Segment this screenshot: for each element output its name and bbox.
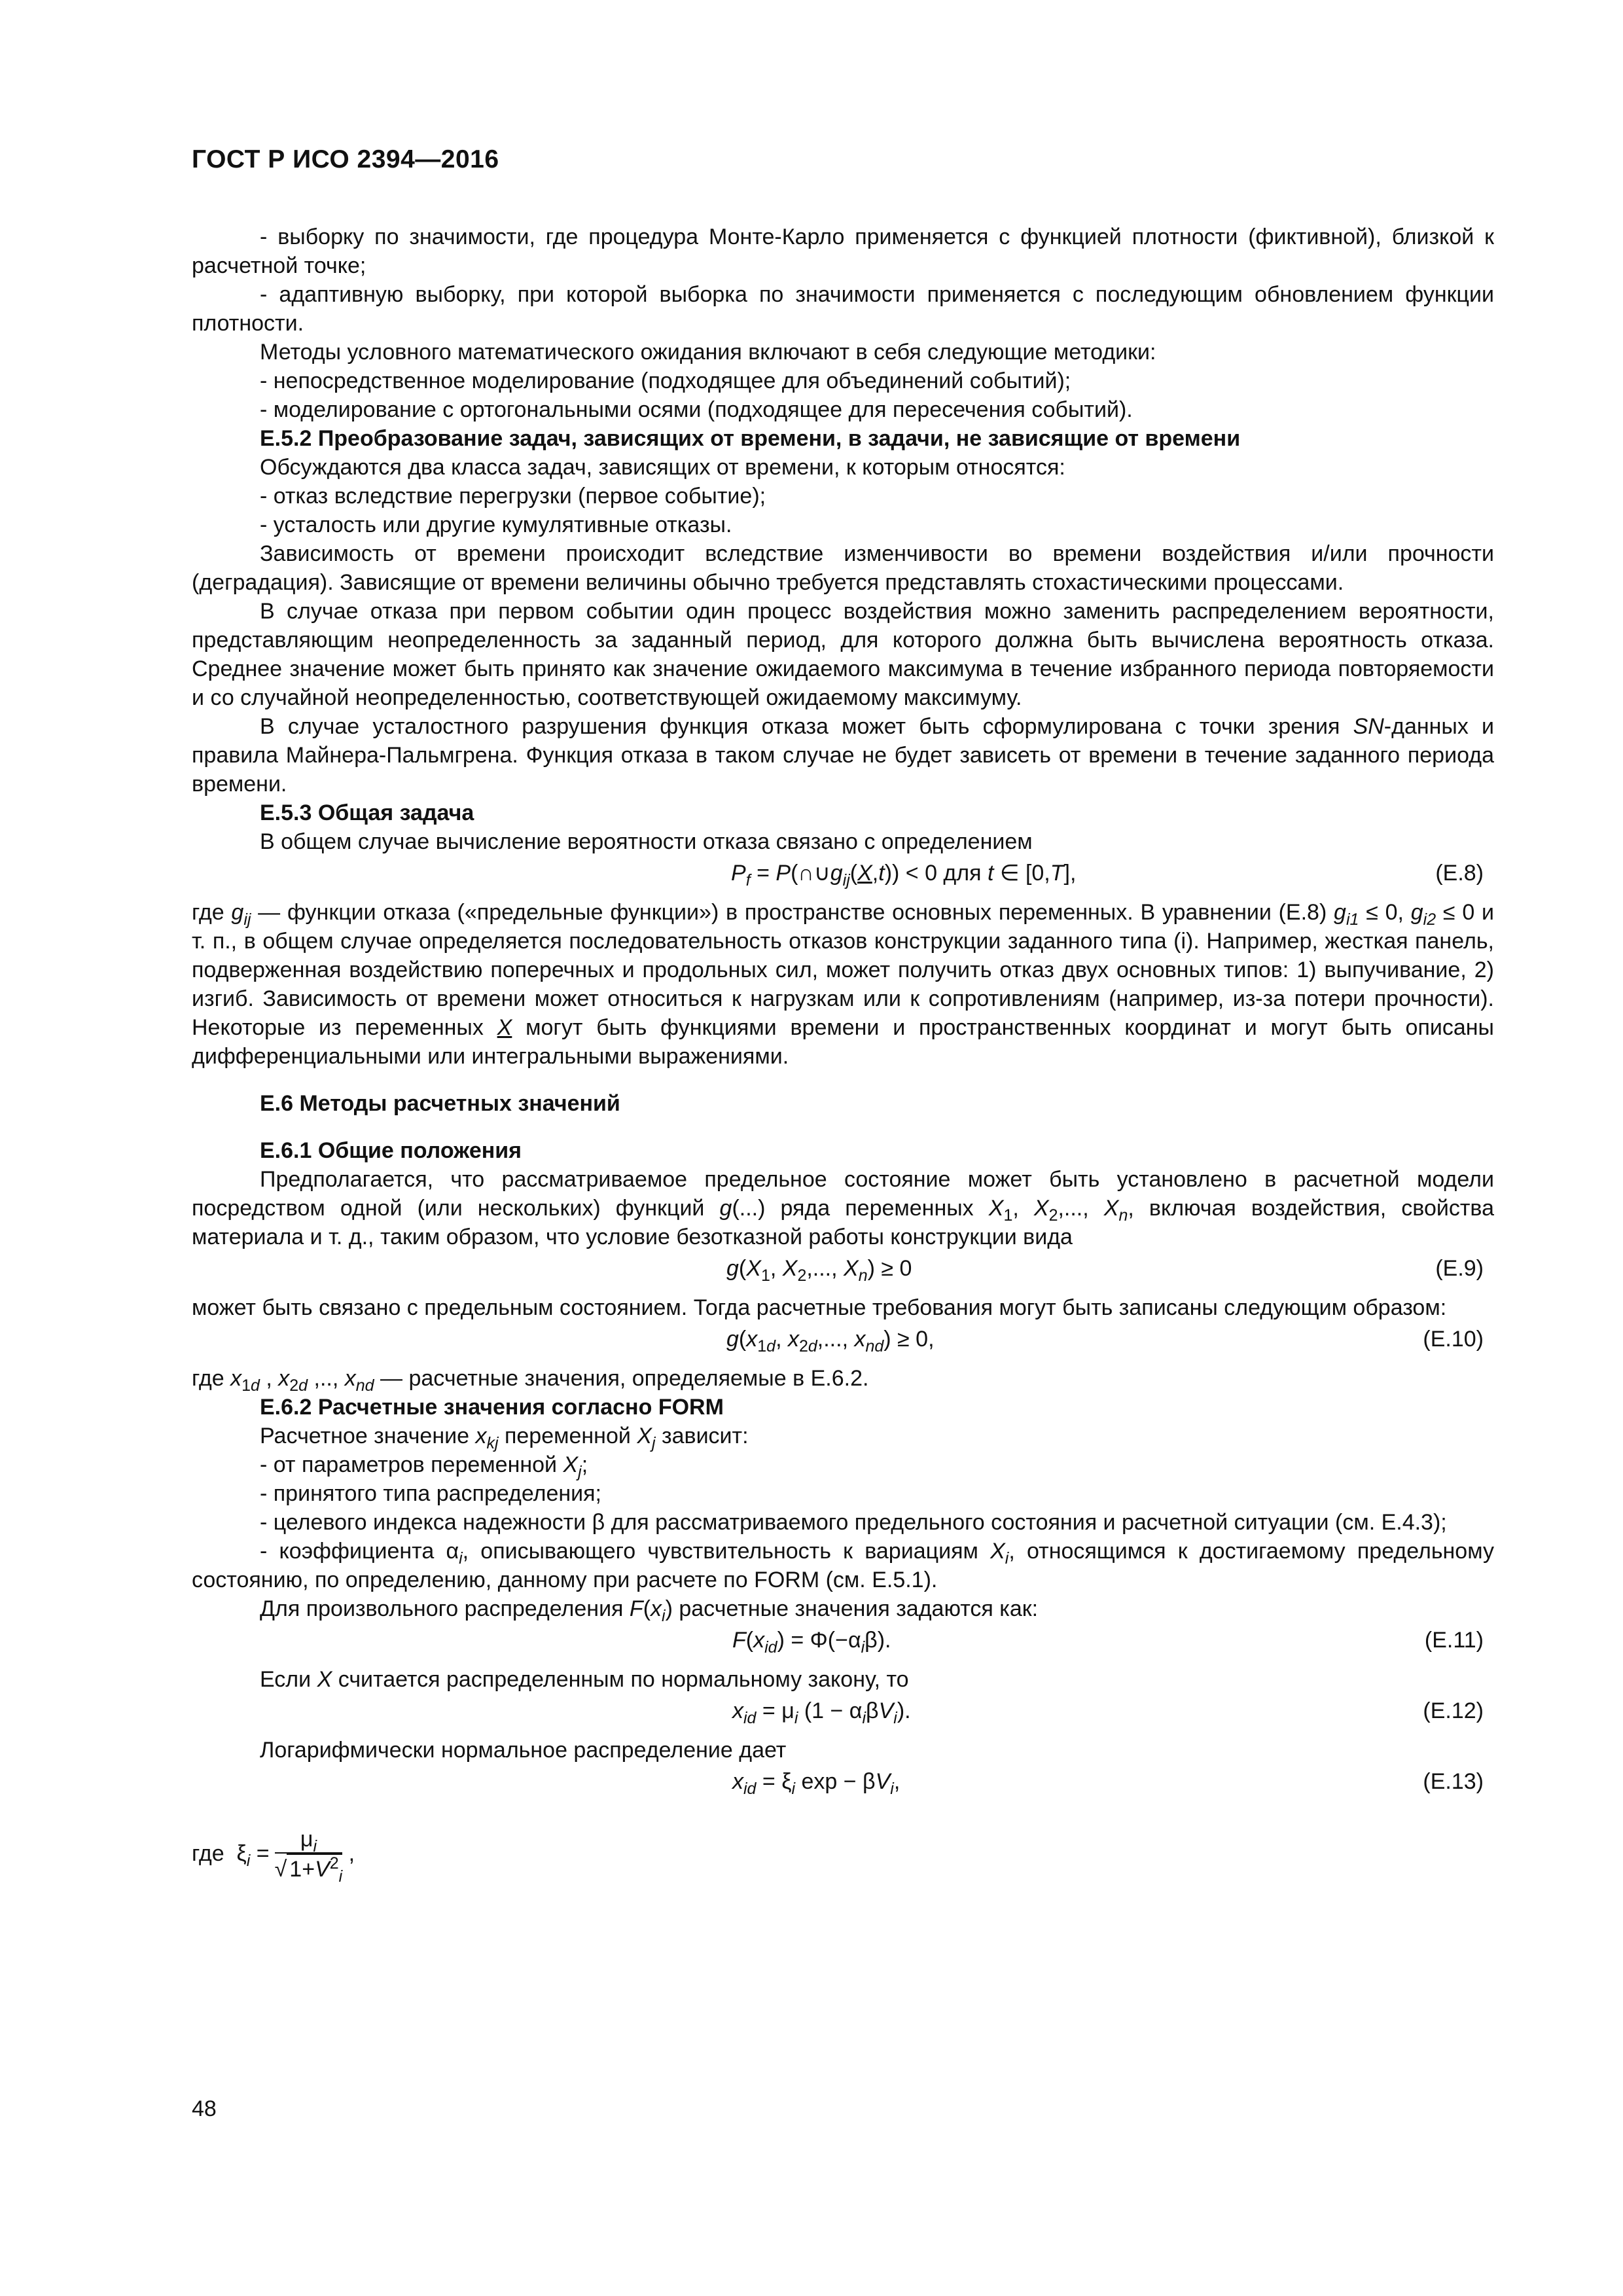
paragraph: Логарифмически нормальное распределение дает: [260, 1738, 787, 1763]
equation-number: (Е.10): [1423, 1327, 1484, 1352]
equation-formula: $g(X_1$, $X_2$,..., $X_n) \ge 0$: [726, 1256, 912, 1285]
paragraph: - целевого индекса надежности β для рассматриваемого предельного состояния и расчетной ситуации (см. Е.4.3);: [260, 1510, 1447, 1535]
equation-e9: [192, 1254, 1494, 1291]
paragraph: Методы условного математического ожидания включают в себя следующие методики:: [260, 340, 1156, 365]
section-heading-e61: Е.6.1 Общие положения: [260, 1138, 522, 1163]
paragraph: - от параметров переменной $X_j$;: [260, 1452, 588, 1481]
paragraph: - усталость или другие кумулятивные отказы.: [260, 512, 732, 537]
paragraph: - отказ вследствие перегрузки (первое событие);: [260, 484, 766, 509]
equation-number: (Е.9): [1435, 1256, 1484, 1281]
section-heading-e62: Е.6.2 Расчетные значения согласно FORM: [260, 1395, 724, 1420]
document-header: ГОСТ Р ИСО 2394—2016: [192, 145, 499, 173]
section-heading-e53: Е.5.3 Общая задача: [260, 800, 474, 825]
section-heading-e52: Е.5.2 Преобразование задач, зависящих от времени, в задачи, не зависящие от времени: [260, 426, 1241, 451]
equation-formula: $P_f$ = $P(\cap\cup g_{ij}(X,t)) < 0$ для t ∈ [0,T],: [731, 861, 1077, 889]
paragraph: Если X считается распределенным по нормальному закону, то: [260, 1667, 909, 1692]
paragraph: Для произвольного распределения $F(x_i)$ расчетные значения задаются как:: [260, 1596, 1039, 1625]
paragraph: - адаптивную выборку, при которой выборка по значимости применяется с последующим обновлением функции плотности.: [192, 282, 1494, 336]
equation-number: (Е.12): [1423, 1698, 1484, 1723]
equation-e10: [192, 1325, 1494, 1361]
fraction: $\frac{\mu_i}{√ 1+V^2_i}$: [274, 1827, 343, 1886]
paragraph: - моделирование с ортогональными осями (подходящее для пересечения событий).: [260, 397, 1133, 422]
paragraph: Предполагается, что рассматриваемое предельное состояние может быть установлено в расчетной модели посредством одной (или нескольких) функций g(...) ряда переменных $X_1$, $X_2$,..., $X_n$, включая воздействия, свойства материала и т. д., таким образом, что условие безотказной работы конструкции вида: [192, 1167, 1495, 1249]
equation-number: (Е.13): [1423, 1769, 1484, 1794]
paragraph: - коэффициента $\alpha_i$, описывающего чувствительность к вариациям $X_i$, относящимся к достигаемому предельному состоянию, по определению, данному при расчете по FORM (см. Е.5.1).: [192, 1539, 1494, 1592]
document-body: [192, 223, 1494, 1884]
equation-formula: $g(x_{1d}$, $x_{2d}$,..., $x_{nd}) \ge 0$,: [726, 1327, 935, 1355]
paragraph: - выборку по значимости, где процедура Монте-Карло применяется с функцией плотности (фиктивной), близкой к расчетной точке;: [192, 224, 1494, 278]
paragraph: где $g_{ij}$ — функции отказа («предельные функции») в пространстве основных переменных. В уравнении (Е.8) $g_{i1} \le 0$, $g_{i2} \le 0$ и т. п., в общем случае определяется последовательность отказов конструкции заданного типа (i). Например, жесткая панель, подверженная воздействию поперечных и продольных сил, может получить отказ двух основных типов: 1) выпучивание, 2) изгиб. Зависимость от времени может относиться к нагрузкам или к сопротивлениям (например, из-за потери прочности). Некоторые из переменных X могут быть функциями времени и пространственных координат и могут быть описаны дифференциальными или интегральными выражениями.: [192, 900, 1494, 1069]
equation-number: (Е.8): [1435, 861, 1484, 886]
section-heading-e6: Е.6 Методы расчетных значений: [260, 1091, 620, 1116]
paragraph: Зависимость от времени происходит вследствие изменчивости во времени воздействия и/или прочности (деградация). Зависящие от времени величины обычно требуется представлять стохастическими процессами.: [192, 541, 1494, 595]
equation-formula: $x_{id} = \xi_i$ $\exp - \beta V_i$,: [732, 1769, 901, 1798]
paragraph: - принятого типа распределения;: [260, 1481, 602, 1506]
paragraph: В случае отказа при первом событии один процесс воздействия можно заменить распределением вероятности, представляющим неопределенность за заданный период, для которого должна быть вычислена вероятность отказа. Среднее значение может быть принято как значение ожидаемого максимума в течение избранного периода повторяемости и со случайной неопределенностью, соответствующей ожидаемому максимуму.: [192, 599, 1494, 710]
page-number: 48: [192, 2096, 217, 2121]
paragraph-xi-definition: где $\xi_i$ = $\frac{\mu_i}{√ 1+V^2_i}$ ,: [192, 1827, 355, 1886]
paragraph: - непосредственное моделирование (подходящее для объединений событий);: [260, 368, 1071, 393]
equation-number: (Е.11): [1424, 1628, 1484, 1653]
equation-formula: $F(x_{id}) = \Phi(-\alpha_i\beta)$.: [732, 1628, 891, 1657]
paragraph: В случае усталостного разрушения функция отказа может быть сформулирована с точки зрения SN-данных и правила Майнера-Пальмгрена. Функция отказа в таком случае не будет зависеть от времени в течение заданного периода времени.: [192, 714, 1495, 797]
paragraph: Расчетное значение $x_{kj}$ переменной $X_j$ зависит:: [260, 1424, 749, 1452]
equation-e8: [192, 859, 1494, 895]
paragraph: может быть связано с предельным состоянием. Тогда расчетные требования могут быть записаны следующим образом:: [192, 1295, 1447, 1320]
equation-e11: [192, 1626, 1494, 1662]
equation-e12: [192, 1696, 1494, 1733]
equation-e13: [192, 1767, 1494, 1804]
paragraph: где $x_{1d}$ , $x_{2d}$ ,.., $x_{nd}$ — расчетные значения, определяемые в Е.6.2.: [192, 1366, 869, 1395]
equation-formula: $x_{id} = \mu_i$ $(1 - \alpha_i\beta V_i)$.: [732, 1698, 911, 1727]
paragraph: В общем случае вычисление вероятности отказа связано с определением: [260, 829, 1033, 854]
paragraph: Обсуждаются два класса задач, зависящих от времени, к которым относятся:: [260, 455, 1065, 480]
